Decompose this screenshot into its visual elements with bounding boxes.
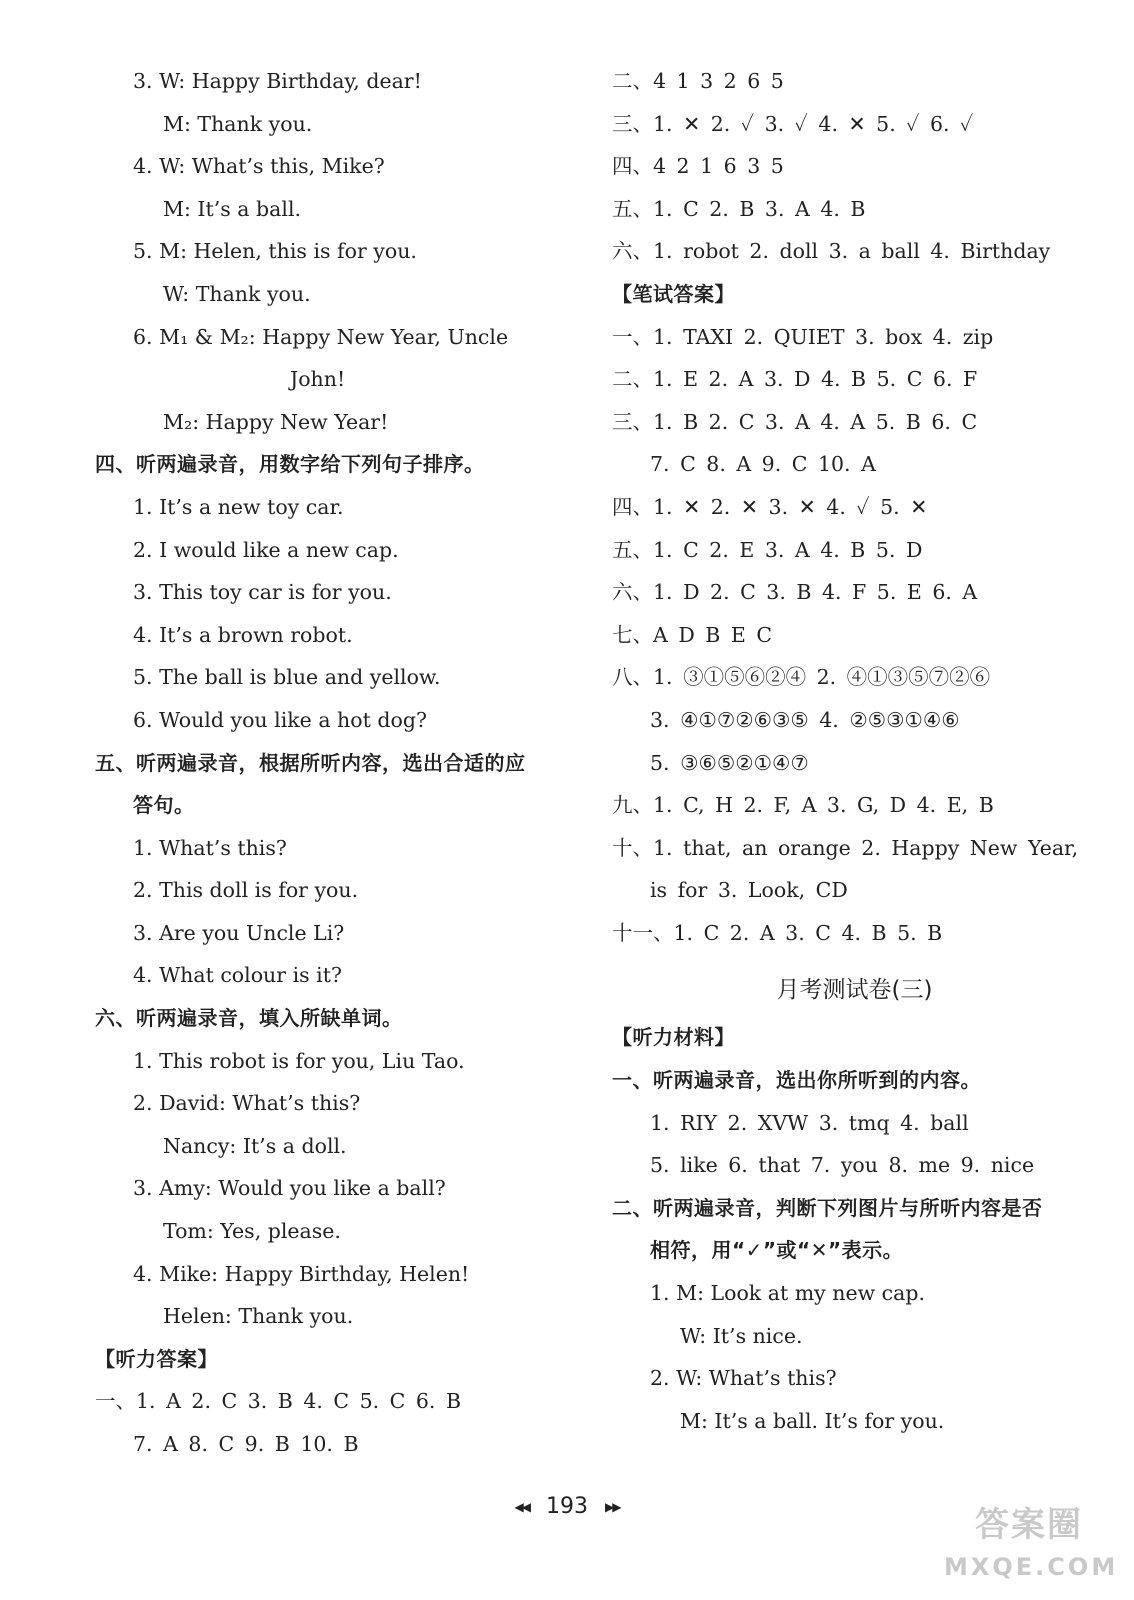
right-line: 三、1. ✕ 2. ✓ 3. ✓ 4. ✕ 5. ✓ 6. ✓ <box>612 111 974 136</box>
right-line: 二、听两遍录音，判断下列图片与所听内容是否 <box>612 1195 1043 1220</box>
watermark-text: 答案圈 <box>975 1505 1083 1545</box>
left-line: M: Thank you. <box>163 111 313 136</box>
left-line: Nancy: It’s a doll. <box>163 1133 347 1158</box>
left-line: 3. This toy car is for you. <box>133 580 392 605</box>
right-line: 【听力材料】 <box>612 1025 735 1050</box>
left-line: 一、1. A 2. C 3. B 4. C 5. C 6. B <box>95 1389 462 1414</box>
right-line: 八、1. ③①⑤⑥②④ 2. ④①③⑤⑦②⑥ <box>612 665 991 690</box>
watermark-logo <box>944 1500 1119 1590</box>
left-line: 2. I would like a new cap. <box>133 537 399 562</box>
left-line: 4. It’s a brown robot. <box>133 622 353 647</box>
left-line: W: Thank you. <box>163 281 311 306</box>
right-line: 1. RIY 2. XVW 3. tmq 4. ball <box>650 1110 969 1135</box>
watermark-url: MXQE.COM <box>944 1553 1119 1581</box>
left-line: M₂: Happy New Year! <box>163 409 389 434</box>
right-line: 【笔试答案】 <box>612 281 735 306</box>
left-line: 3. Amy: Would you like a ball? <box>133 1176 446 1201</box>
left-line: 1. It’s a new toy car. <box>133 494 344 519</box>
left-line: 1. This robot is for you, Liu Tao. <box>133 1048 465 1073</box>
prev-arrows-icon[interactable]: ◀◀ <box>514 1500 529 1514</box>
left-line: 4. What colour is it? <box>133 963 342 988</box>
left-line: 4. W: What’s this, Mike? <box>133 154 385 179</box>
right-line: 七、A D B E C <box>612 622 773 647</box>
right-line: 六、1. robot 2. doll 3. a ball 4. Birthday <box>612 239 1051 264</box>
right-line: W: It’s nice. <box>680 1323 803 1348</box>
right-line: 九、1. C, H 2. F, A 3. G, D 4. E, B <box>612 793 994 818</box>
right-line: 十、1. that, an orange 2. Happy New Year, <box>612 835 1079 860</box>
right-line: M: It’s a ball. It’s for you. <box>680 1408 945 1433</box>
right-line: 四、1. ✕ 2. ✕ 3. ✕ 4. ✓ 5. ✕ <box>612 494 928 519</box>
left-line: 5. M: Helen, this is for you. <box>133 239 417 264</box>
right-line: 2. W: What’s this? <box>650 1366 837 1391</box>
page-number: 193 <box>546 1494 588 1519</box>
left-line: 3. W: Happy Birthday, dear! <box>133 69 422 93</box>
left-line: M: It’s a ball. <box>163 196 302 221</box>
right-line: 1. M: Look at my new cap. <box>650 1281 925 1306</box>
left-line: Tom: Yes, please. <box>163 1219 341 1244</box>
left-line: 2. David: What’s this? <box>133 1091 361 1116</box>
right-line: 四、4 2 1 6 3 5 <box>612 154 784 179</box>
right-line: 三、1. B 2. C 3. A 4. A 5. B 6. C <box>612 409 978 434</box>
right-line: 相符，用“✓”或“✕”表示。 <box>650 1238 904 1263</box>
right-line: 十一、1. C 2. A 3. C 4. B 5. B <box>612 920 943 945</box>
right-line: 月考测试卷(三) <box>776 977 933 1004</box>
left-column <box>95 60 575 1466</box>
right-line: 五、1. C 2. E 3. A 4. B 5. D <box>612 537 923 562</box>
right-line: 二、1. E 2. A 3. D 4. B 5. C 6. F <box>612 367 978 392</box>
left-line: John! <box>290 367 346 392</box>
right-line: 二、4 1 3 2 6 5 <box>612 69 784 93</box>
next-arrows-icon[interactable]: ▶▶ <box>605 1500 620 1514</box>
left-line: Helen: Thank you. <box>163 1304 354 1329</box>
right-line: 五、1. C 2. B 3. A 4. B <box>612 196 866 221</box>
left-line: 1. What’s this? <box>133 835 287 860</box>
right-column <box>612 60 1097 1442</box>
left-line: 4. Mike: Happy Birthday, Helen! <box>133 1261 470 1286</box>
right-line: 一、1. TAXI 2. QUIET 3. box 4. zip <box>612 324 994 349</box>
left-line: 六、听两遍录音，填入所缺单词。 <box>95 1006 403 1031</box>
left-line: 3. Are you Uncle Li? <box>133 920 345 945</box>
left-line: 6. Would you like a hot dog? <box>133 707 427 732</box>
left-line: 6. M₁ & M₂: Happy New Year, Uncle <box>133 324 509 349</box>
right-line: 5. like 6. that 7. you 8. me 9. nice <box>650 1153 1035 1178</box>
right-line: 六、1. D 2. C 3. B 4. F 5. E 6. A <box>612 580 978 605</box>
right-line: is for 3. Look, CD <box>650 878 848 903</box>
right-line: 7. C 8. A 9. C 10. A <box>650 452 876 477</box>
left-line: 5. The ball is blue and yellow. <box>133 665 441 690</box>
right-line: 3. ④①⑦②⑥③⑤ 4. ②⑤③①④⑥ <box>650 707 960 732</box>
left-line: 【听力答案】 <box>95 1346 218 1371</box>
right-line: 一、听两遍录音，选出你所听到的内容。 <box>612 1068 981 1093</box>
left-line: 四、听两遍录音，用数字给下列句子排序。 <box>95 452 485 477</box>
left-line: 7. A 8. C 9. B 10. B <box>133 1432 359 1456</box>
left-line: 答句。 <box>133 793 195 818</box>
left-line: 五、听两遍录音，根据所听内容，选出合适的应 <box>95 750 526 775</box>
right-line: 5. ③⑥⑤②①④⑦ <box>650 750 809 775</box>
left-line: 2. This doll is for you. <box>133 878 359 903</box>
